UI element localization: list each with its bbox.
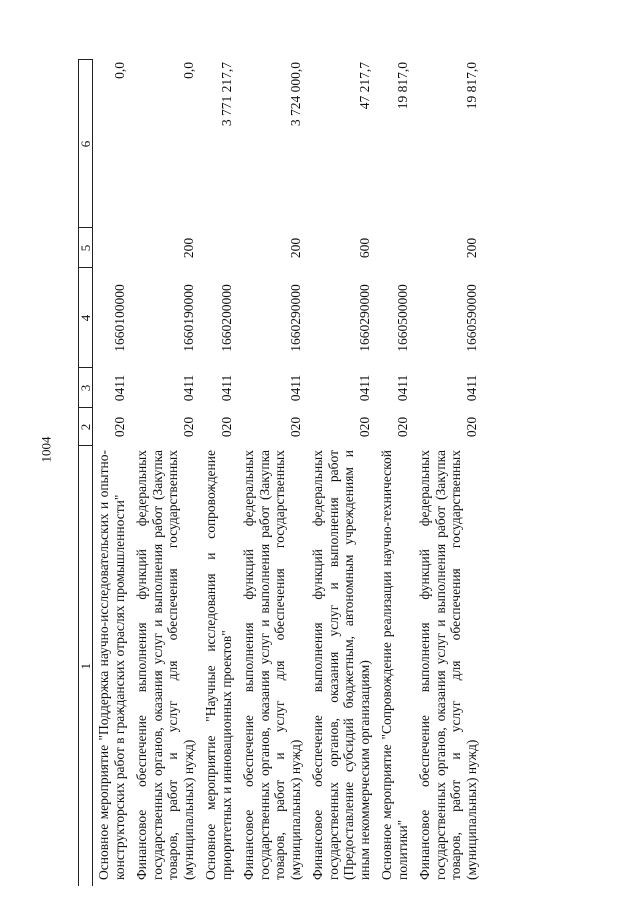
table-row xyxy=(376,60,414,886)
row-section: 0411 xyxy=(356,374,372,402)
row-section: 0411 xyxy=(111,374,127,402)
row-name: Финансовое обеспечение выполнения функций федеральных государственных органов, оказания услуг и выполнения работ (Закупка товаров, работ и услуг для обеспечения государственных (муниципальных) нужд) xyxy=(134,450,196,880)
table-row xyxy=(414,60,483,886)
row-expense-type: 200 xyxy=(180,237,196,259)
header-col-3: 3 xyxy=(79,368,93,408)
row-name: Финансовое обеспечение выполнения функций федеральных государственных органов, оказания услуг и выполнения работ (Закупка товаров, работ и услуг для обеспечения государственных (муниципальных) нужд) xyxy=(417,450,479,880)
table-row xyxy=(238,60,307,886)
row-target: 1660190000 xyxy=(180,284,196,352)
row-target: 1660100000 xyxy=(111,284,127,352)
row-amount: 3 771 217,7 xyxy=(218,62,234,127)
row-target: 1660590000 xyxy=(463,284,479,352)
budget-table xyxy=(78,60,483,887)
row-code: 020 xyxy=(180,416,196,438)
row-target: 1660500000 xyxy=(394,284,410,352)
row-amount: 0,0 xyxy=(111,62,127,79)
row-code: 020 xyxy=(356,416,372,438)
row-target: 1660200000 xyxy=(218,284,234,352)
table-header xyxy=(79,60,93,886)
row-name: Основное мероприятие "Научные исследования и сопровождение приоритетных и инновационных проектов" xyxy=(203,450,234,880)
row-code: 020 xyxy=(111,416,127,438)
row-expense-type: 200 xyxy=(287,237,303,259)
row-name: Финансовое обеспечение выполнения функций федеральных государственных органов, оказания услуг и выполнения работ (Закупка товаров, работ и услуг для обеспечения государственных (муниципальных) нужд) xyxy=(241,450,303,880)
row-amount: 0,0 xyxy=(180,62,196,79)
table-row xyxy=(131,60,200,886)
row-expense-type xyxy=(376,228,414,268)
row-target: 1660290000 xyxy=(287,284,303,352)
row-amount: 19 817,0 xyxy=(394,62,410,110)
row-code: 020 xyxy=(218,416,234,438)
row-amount: 19 817,0 xyxy=(463,62,479,110)
header-col-5: 5 xyxy=(79,228,93,268)
row-expense-type xyxy=(200,228,238,268)
row-amount: 47 217,7 xyxy=(356,62,372,110)
table-wrap xyxy=(78,60,548,886)
row-section: 0411 xyxy=(180,374,196,402)
row-name: Финансовое обеспечение выполнения функций федеральных государственных органов, оказания услуг и выполнения работ (Предоставление субсидий бюджетным, автономным учреждениям и иным некоммерческим организациям) xyxy=(310,450,372,880)
header-col-6: 6 xyxy=(79,60,93,228)
row-section: 0411 xyxy=(218,374,234,402)
row-expense-type: 200 xyxy=(463,237,479,259)
header-col-4: 4 xyxy=(79,268,93,368)
header-col-2: 2 xyxy=(79,408,93,446)
row-code: 020 xyxy=(394,416,410,438)
row-expense-type: 600 xyxy=(356,237,372,259)
row-section: 0411 xyxy=(463,374,479,402)
table-row xyxy=(307,60,376,886)
row-section: 0411 xyxy=(394,374,410,402)
row-target: 1660290000 xyxy=(356,284,372,352)
page-number: 1004 xyxy=(38,436,54,463)
header-col-1: 1 xyxy=(79,446,93,886)
row-expense-type xyxy=(93,228,132,268)
row-amount: 3 724 000,0 xyxy=(287,62,303,127)
table-row xyxy=(200,60,238,886)
header-row xyxy=(79,60,93,886)
row-name: Основное мероприятие "Сопровождение реализации научно-технической политики" xyxy=(379,450,410,880)
row-section: 0411 xyxy=(287,374,303,402)
table-row xyxy=(93,60,132,886)
row-code: 020 xyxy=(287,416,303,438)
row-name: Основное мероприятие "Поддержка научно-исследовательских и опытно-конструкторских работ в гражданских отраслях промышленности" xyxy=(96,450,127,880)
row-code: 020 xyxy=(463,416,479,438)
rotated-page xyxy=(78,60,548,886)
